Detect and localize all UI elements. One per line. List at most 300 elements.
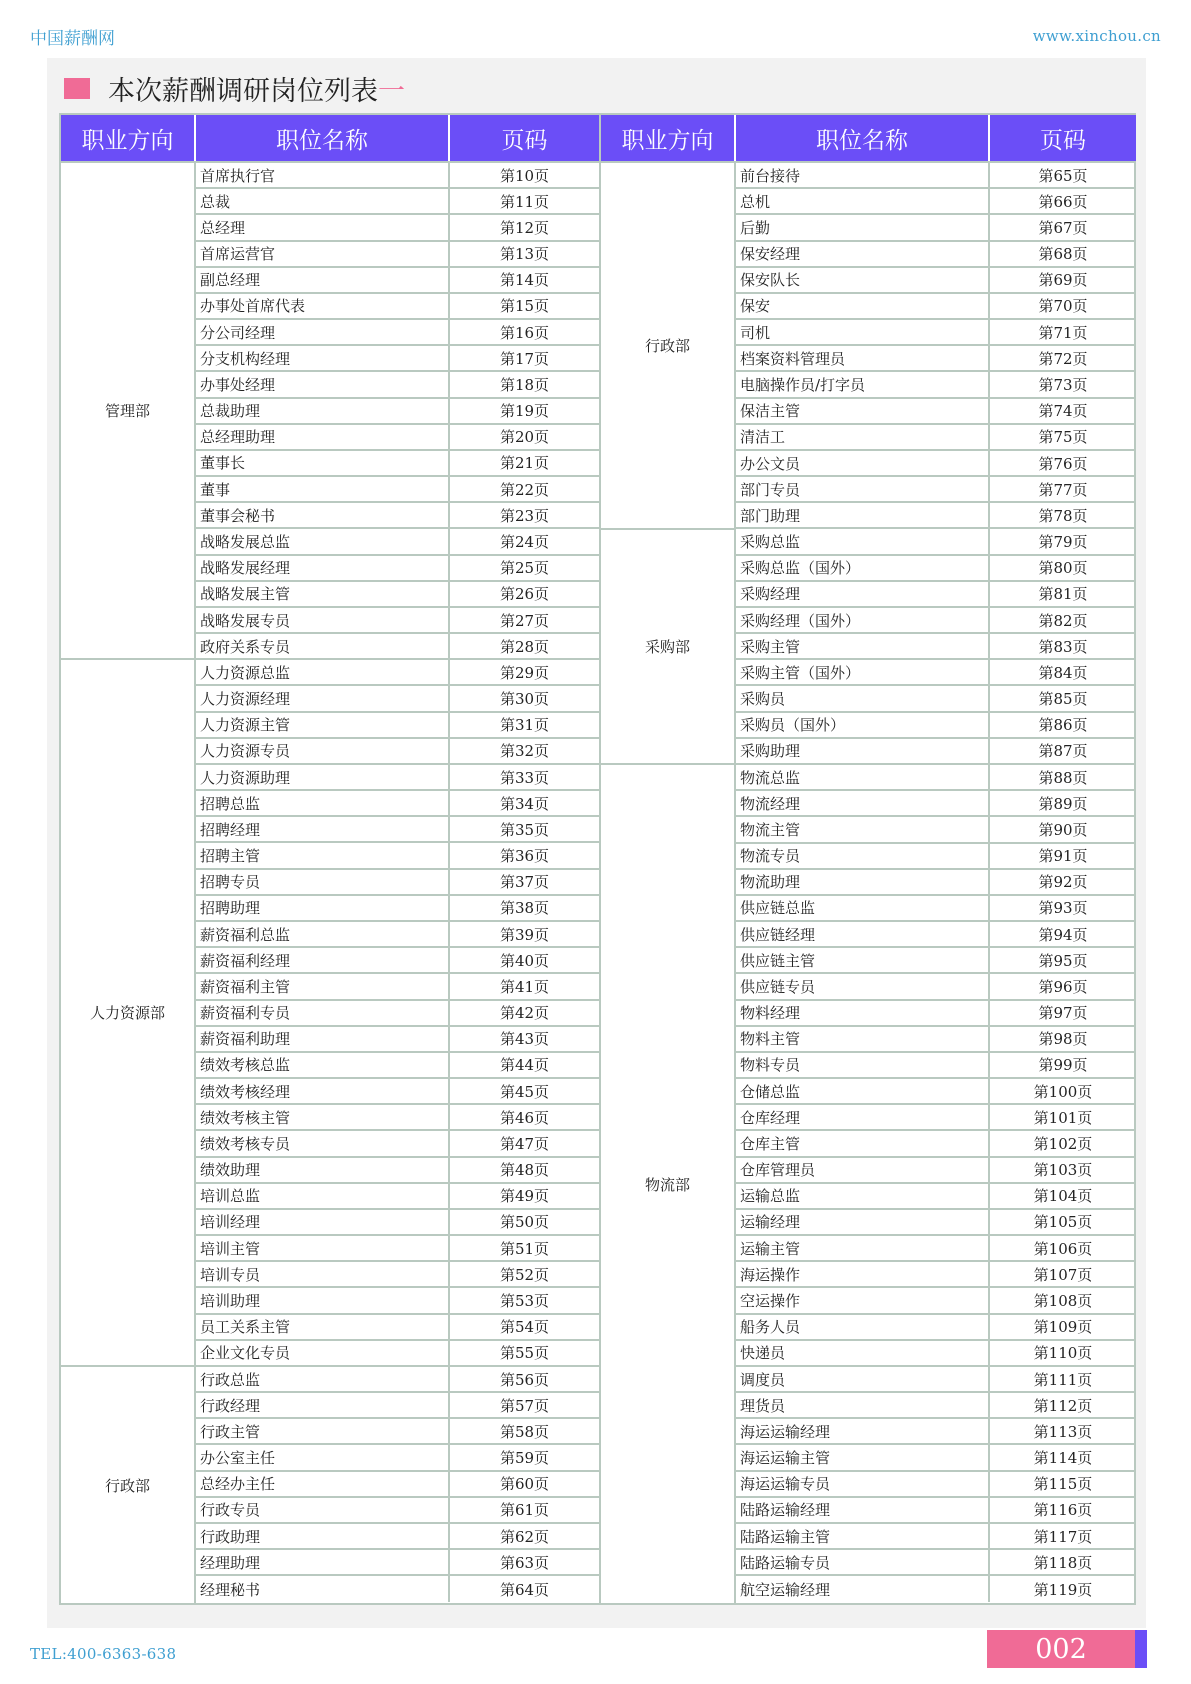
page-ref-cell[interactable]: 第86页 bbox=[1038, 716, 1088, 735]
position-name-cell: 电脑操作员/打字员 bbox=[736, 372, 990, 396]
page-ref-cell[interactable]: 第44页 bbox=[499, 1056, 550, 1075]
table-row bbox=[196, 425, 599, 451]
position-name-cell: 清洁工 bbox=[736, 425, 990, 449]
page-ref-cell[interactable]: 第29页 bbox=[499, 663, 550, 682]
position-name-cell: 办公室主任 bbox=[196, 1445, 450, 1469]
position-name-cell: 后勤 bbox=[736, 215, 990, 239]
dept-group-cell: 管理部 bbox=[61, 163, 194, 660]
position-name-cell: 仓库经理 bbox=[736, 1105, 990, 1129]
position-name-cell: 办事处首席代表 bbox=[196, 294, 450, 318]
table-row bbox=[196, 1445, 599, 1471]
table-row bbox=[196, 163, 599, 189]
position-name-cell: 航空运输经理 bbox=[736, 1576, 990, 1602]
table-right-half bbox=[599, 115, 1136, 1603]
dept-column bbox=[61, 163, 196, 1603]
table-header bbox=[601, 115, 1136, 161]
table-row bbox=[736, 268, 1136, 294]
page-ref-cell[interactable]: 第89页 bbox=[1038, 794, 1088, 813]
title-text: 本次薪酬调研岗位列表 bbox=[108, 75, 378, 107]
position-name-cell: 仓库主管 bbox=[736, 1131, 990, 1155]
page-ref-cell[interactable]: 第119页 bbox=[1033, 1580, 1093, 1599]
title-marker-icon bbox=[64, 78, 90, 99]
page-ref-cell[interactable]: 第76页 bbox=[1038, 454, 1088, 473]
position-name-cell: 办事处经理 bbox=[196, 372, 450, 396]
table-row bbox=[736, 1288, 1136, 1314]
table-row bbox=[196, 713, 599, 739]
table-row bbox=[196, 1236, 599, 1262]
table-row bbox=[736, 1184, 1136, 1210]
page-ref-cell[interactable]: 第111页 bbox=[1033, 1370, 1093, 1389]
page-ref-cell[interactable]: 第52页 bbox=[499, 1265, 550, 1284]
table-row bbox=[736, 503, 1136, 529]
page-ref-cell[interactable]: 第32页 bbox=[499, 742, 550, 761]
page-ref-cell[interactable]: 第31页 bbox=[499, 716, 550, 735]
position-name-cell: 招聘专员 bbox=[196, 870, 450, 894]
page-ref-cell[interactable]: 第66页 bbox=[1038, 192, 1088, 211]
table-row bbox=[736, 922, 1136, 948]
page-ref-cell[interactable]: 第28页 bbox=[499, 637, 550, 656]
position-name-cell: 政府关系专员 bbox=[196, 634, 450, 658]
page-ref-cell[interactable]: 第108页 bbox=[1033, 1292, 1093, 1310]
table-row bbox=[736, 215, 1136, 241]
page-ref-cell[interactable]: 第19页 bbox=[499, 402, 550, 421]
position-name-cell: 行政助理 bbox=[196, 1524, 450, 1548]
page-ref-cell[interactable]: 第81页 bbox=[1038, 585, 1088, 604]
position-name-cell: 采购员 bbox=[736, 686, 990, 710]
position-name-cell: 战略发展经理 bbox=[196, 556, 450, 580]
page-ref-cell[interactable]: 第42页 bbox=[499, 1004, 550, 1023]
table-row bbox=[736, 163, 1136, 189]
table-row bbox=[196, 268, 599, 294]
page-ref-cell[interactable]: 第68页 bbox=[1038, 245, 1088, 264]
page-ref-cell[interactable]: 第74页 bbox=[1038, 402, 1088, 421]
page-title bbox=[64, 68, 405, 108]
table-row bbox=[736, 1001, 1136, 1027]
page-ref-cell[interactable]: 第77页 bbox=[1038, 480, 1088, 499]
page-ref-cell[interactable]: 第110页 bbox=[1033, 1344, 1093, 1363]
position-name-cell: 采购经理 bbox=[736, 582, 990, 606]
page-ref-cell[interactable]: 第41页 bbox=[499, 977, 550, 996]
table-row bbox=[196, 399, 599, 425]
position-name-cell: 仓库管理员 bbox=[736, 1158, 990, 1182]
table-row bbox=[736, 608, 1136, 634]
table-row bbox=[736, 477, 1136, 503]
page-ref-cell[interactable]: 第58页 bbox=[499, 1422, 550, 1441]
position-name-cell: 首席执行官 bbox=[196, 163, 450, 187]
table-row bbox=[196, 922, 599, 948]
position-name-cell: 物流主管 bbox=[736, 817, 990, 841]
page-ref-cell[interactable]: 第92页 bbox=[1038, 873, 1088, 892]
position-name-cell: 海运运输专员 bbox=[736, 1472, 990, 1496]
table-row bbox=[196, 765, 599, 791]
position-name-cell: 经理助理 bbox=[196, 1550, 450, 1574]
page-ref-cell[interactable]: 第70页 bbox=[1038, 297, 1088, 316]
position-name-cell: 绩效考核总监 bbox=[196, 1053, 450, 1077]
page-ref-cell[interactable]: 第56页 bbox=[499, 1370, 550, 1389]
table-row bbox=[736, 320, 1136, 346]
page-ref-cell[interactable]: 第54页 bbox=[499, 1318, 550, 1337]
table-row bbox=[196, 1288, 599, 1314]
page-ref-cell[interactable]: 第91页 bbox=[1038, 847, 1088, 866]
table-row bbox=[736, 425, 1136, 451]
position-name-cell: 运输经理 bbox=[736, 1210, 990, 1234]
page-ref-cell[interactable]: 第50页 bbox=[499, 1213, 550, 1232]
page-ref-cell[interactable]: 第85页 bbox=[1038, 690, 1088, 709]
page-ref-cell[interactable]: 第30页 bbox=[499, 690, 550, 709]
position-name-cell: 总经办主任 bbox=[196, 1472, 450, 1496]
position-name-cell: 分支机构经理 bbox=[196, 346, 450, 370]
page-ref-cell[interactable]: 第49页 bbox=[499, 1187, 550, 1206]
page-ref-cell[interactable]: 第96页 bbox=[1038, 977, 1088, 996]
page-ref-cell[interactable]: 第46页 bbox=[499, 1108, 550, 1127]
page-ref-cell[interactable]: 第20页 bbox=[499, 428, 550, 447]
page-ref-cell[interactable]: 第62页 bbox=[499, 1527, 550, 1546]
page-ref-cell[interactable]: 第36页 bbox=[499, 847, 550, 866]
table-row bbox=[736, 844, 1136, 870]
position-name-cell: 招聘主管 bbox=[196, 843, 450, 867]
table-row bbox=[196, 477, 599, 503]
table-row bbox=[736, 372, 1136, 398]
page-ref-cell[interactable]: 第102页 bbox=[1033, 1134, 1093, 1153]
position-name-cell: 人力资源助理 bbox=[196, 765, 450, 789]
table-row bbox=[736, 294, 1136, 320]
table-body bbox=[601, 161, 1136, 1603]
table-row bbox=[196, 608, 599, 634]
table-row bbox=[196, 686, 599, 712]
table-row bbox=[736, 1079, 1136, 1105]
page-ref-cell[interactable]: 第23页 bbox=[499, 506, 550, 525]
table-row bbox=[736, 1210, 1136, 1236]
row-list bbox=[736, 163, 1136, 1603]
position-name-cell: 战略发展专员 bbox=[196, 608, 450, 632]
page-ref-cell[interactable]: 第99页 bbox=[1038, 1056, 1088, 1075]
position-name-cell: 招聘经理 bbox=[196, 817, 450, 841]
table-row bbox=[196, 1550, 599, 1576]
table-row bbox=[196, 1393, 599, 1419]
position-name-cell: 物料主管 bbox=[736, 1027, 990, 1051]
page-ref-cell[interactable]: 第79页 bbox=[1038, 533, 1088, 552]
page-ref-cell[interactable]: 第78页 bbox=[1038, 506, 1088, 525]
page-ref-cell[interactable]: 第43页 bbox=[499, 1030, 550, 1049]
dept-group-cell: 人力资源部 bbox=[61, 660, 194, 1367]
page-ref-cell[interactable]: 第115页 bbox=[1033, 1475, 1093, 1494]
column-header-dept: 职业方向 bbox=[61, 115, 196, 161]
table-row bbox=[196, 1053, 599, 1079]
page-ref-cell[interactable]: 第34页 bbox=[499, 794, 550, 813]
table-row bbox=[196, 817, 599, 843]
page-ref-cell[interactable]: 第88页 bbox=[1038, 768, 1088, 787]
page-ref-cell[interactable]: 第105页 bbox=[1033, 1213, 1093, 1232]
page-ref-cell[interactable]: 第63页 bbox=[499, 1553, 550, 1572]
position-name-cell: 人力资源经理 bbox=[196, 686, 450, 710]
position-name-cell: 薪资福利专员 bbox=[196, 1001, 450, 1025]
table-row bbox=[736, 1158, 1136, 1184]
table-row bbox=[736, 1419, 1136, 1445]
page-ref-cell[interactable]: 第57页 bbox=[499, 1396, 550, 1415]
page-ref-cell[interactable]: 第75页 bbox=[1038, 428, 1088, 447]
table-row bbox=[736, 1262, 1136, 1288]
position-name-cell: 人力资源专员 bbox=[196, 739, 450, 763]
table-row bbox=[196, 529, 599, 555]
table-row bbox=[196, 1079, 599, 1105]
page-ref-cell[interactable]: 第101页 bbox=[1033, 1108, 1093, 1127]
table-row bbox=[196, 660, 599, 686]
dept-group-cell: 行政部 bbox=[104, 1476, 150, 1495]
position-name-cell: 海运运输主管 bbox=[736, 1445, 990, 1469]
page-ref-cell[interactable]: 第112页 bbox=[1033, 1396, 1093, 1415]
position-name-cell: 招聘助理 bbox=[196, 896, 450, 920]
position-name-cell: 部门专员 bbox=[736, 477, 990, 501]
table-row bbox=[736, 189, 1136, 215]
page-ref-cell[interactable]: 第10页 bbox=[499, 166, 550, 185]
table-row bbox=[736, 1367, 1136, 1393]
table-header bbox=[61, 115, 599, 161]
page-ref-cell[interactable]: 第15页 bbox=[499, 297, 550, 316]
table-row bbox=[196, 1001, 599, 1027]
page-ref-cell[interactable]: 第27页 bbox=[499, 611, 550, 630]
page-ref-cell[interactable]: 第35页 bbox=[499, 820, 550, 839]
position-name-cell: 供应链总监 bbox=[736, 896, 990, 920]
footer-tel: TEL:400-6363-638 bbox=[30, 1645, 177, 1663]
position-name-cell: 采购助理 bbox=[736, 739, 990, 763]
position-name-cell: 物流经理 bbox=[736, 791, 990, 815]
table-row bbox=[736, 346, 1136, 372]
position-name-cell: 董事长 bbox=[196, 451, 450, 475]
table-row bbox=[736, 1105, 1136, 1131]
page-ref-cell[interactable]: 第67页 bbox=[1038, 218, 1088, 237]
table-row bbox=[196, 1576, 599, 1602]
page-ref-cell[interactable]: 第118页 bbox=[1033, 1553, 1093, 1572]
column-header-name: 职位名称 bbox=[196, 115, 450, 161]
position-name-cell: 陆路运输主管 bbox=[736, 1524, 990, 1548]
table-row bbox=[736, 791, 1136, 817]
page-ref-cell[interactable]: 第72页 bbox=[1038, 349, 1088, 368]
table-row bbox=[736, 1524, 1136, 1550]
position-name-cell: 陆路运输经理 bbox=[736, 1498, 990, 1522]
column-header-page: 页码 bbox=[1040, 127, 1086, 154]
page-ref-cell[interactable]: 第11页 bbox=[499, 192, 550, 211]
page-ref-cell[interactable]: 第100页 bbox=[1033, 1082, 1093, 1101]
page-ref-cell[interactable]: 第87页 bbox=[1038, 742, 1088, 761]
position-name-cell: 海运运输经理 bbox=[736, 1419, 990, 1443]
page-ref-cell[interactable]: 第25页 bbox=[499, 559, 550, 578]
position-name-cell: 总经理 bbox=[196, 215, 450, 239]
table-row bbox=[196, 1262, 599, 1288]
table-row bbox=[736, 1053, 1136, 1079]
position-name-cell: 物料经理 bbox=[736, 1001, 990, 1025]
page-ref-cell[interactable]: 第37页 bbox=[499, 873, 550, 892]
table-row bbox=[196, 843, 599, 869]
position-name-cell: 运输主管 bbox=[736, 1236, 990, 1260]
page-ref-cell[interactable]: 第24页 bbox=[499, 533, 550, 551]
site-name[interactable]: 中国薪酬网 bbox=[30, 29, 115, 49]
page-ref-cell[interactable]: 第13页 bbox=[499, 245, 550, 264]
table-row bbox=[196, 503, 599, 529]
page-ref-cell[interactable]: 第55页 bbox=[499, 1344, 550, 1363]
page-ref-cell[interactable]: 第116页 bbox=[1033, 1501, 1093, 1520]
table-row bbox=[196, 1524, 599, 1550]
page-ref-cell[interactable]: 第84页 bbox=[1038, 663, 1088, 682]
page-ref-cell[interactable]: 第38页 bbox=[499, 899, 550, 918]
page-ref-cell[interactable]: 第113页 bbox=[1033, 1422, 1093, 1441]
page-ref-cell[interactable]: 第104页 bbox=[1033, 1187, 1093, 1206]
dept-column bbox=[601, 163, 736, 1603]
table-row bbox=[736, 1027, 1136, 1053]
table-row bbox=[736, 1341, 1136, 1367]
page-ref-cell[interactable]: 第95页 bbox=[1038, 951, 1088, 970]
position-name-cell: 董事会秘书 bbox=[196, 503, 450, 527]
table-row bbox=[196, 1027, 599, 1053]
dept-group-cell: 行政部 bbox=[601, 163, 734, 530]
table-row bbox=[196, 1184, 599, 1210]
position-name-cell: 海运操作 bbox=[736, 1262, 990, 1286]
page-ref-cell[interactable]: 第114页 bbox=[1033, 1449, 1093, 1468]
position-name-cell: 绩效助理 bbox=[196, 1158, 450, 1182]
position-name-cell: 总裁 bbox=[196, 189, 450, 213]
page-ref-cell[interactable]: 第109页 bbox=[1033, 1318, 1093, 1337]
table-row bbox=[736, 739, 1136, 765]
position-name-cell: 前台接待 bbox=[736, 163, 990, 187]
position-name-cell: 总经理助理 bbox=[196, 425, 450, 449]
page-ref-cell[interactable]: 第14页 bbox=[499, 271, 550, 290]
table-row bbox=[736, 242, 1136, 268]
position-name-cell: 薪资福利主管 bbox=[196, 974, 450, 998]
table-row bbox=[196, 896, 599, 922]
table-row bbox=[736, 713, 1136, 739]
position-name-cell: 供应链主管 bbox=[736, 948, 990, 972]
position-name-cell: 战略发展主管 bbox=[196, 582, 450, 606]
position-name-cell: 物流专员 bbox=[736, 844, 990, 868]
table-row bbox=[196, 242, 599, 268]
position-name-cell: 采购员（国外） bbox=[736, 713, 990, 737]
position-name-cell: 薪资福利助理 bbox=[196, 1027, 450, 1051]
position-name-cell: 培训主管 bbox=[196, 1236, 450, 1260]
table-row bbox=[196, 739, 599, 765]
page-ref-cell[interactable]: 第107页 bbox=[1033, 1265, 1093, 1284]
page-ref-cell[interactable]: 第73页 bbox=[1038, 375, 1088, 394]
page-ref-cell[interactable]: 第83页 bbox=[1038, 637, 1088, 656]
title-suffix: 一 bbox=[378, 75, 405, 107]
position-name-cell: 培训总监 bbox=[196, 1184, 450, 1208]
page-ref-cell[interactable]: 第45页 bbox=[499, 1082, 550, 1101]
table-row bbox=[736, 974, 1136, 1000]
position-name-cell: 采购总监 bbox=[736, 529, 990, 553]
position-name-cell: 总裁助理 bbox=[196, 399, 450, 423]
table-row bbox=[196, 1472, 599, 1498]
table-row bbox=[736, 399, 1136, 425]
position-name-cell: 保安队长 bbox=[736, 268, 990, 292]
position-name-cell: 行政专员 bbox=[196, 1498, 450, 1522]
page-ref-cell[interactable]: 第106页 bbox=[1033, 1239, 1093, 1258]
page-ref-cell[interactable]: 第71页 bbox=[1038, 323, 1088, 342]
page-ref-cell[interactable]: 第80页 bbox=[1038, 559, 1088, 578]
page-ref-cell[interactable]: 第51页 bbox=[499, 1239, 550, 1258]
position-name-cell: 副总经理 bbox=[196, 268, 450, 292]
column-header-page: 页码 bbox=[501, 127, 548, 154]
page-ref-cell[interactable]: 第53页 bbox=[499, 1291, 550, 1310]
position-name-cell: 绩效考核主管 bbox=[196, 1105, 450, 1129]
table-row bbox=[196, 1367, 599, 1393]
page-ref-cell[interactable]: 第26页 bbox=[499, 585, 550, 604]
row-list bbox=[196, 163, 599, 1603]
table-row bbox=[196, 1498, 599, 1524]
position-name-cell: 陆路运输专员 bbox=[736, 1550, 990, 1574]
page-ref-cell[interactable]: 第82页 bbox=[1038, 611, 1088, 630]
table-row bbox=[196, 1341, 599, 1367]
page-ref-cell[interactable]: 第21页 bbox=[499, 454, 550, 473]
table-left-half bbox=[61, 115, 599, 1603]
position-name-cell: 司机 bbox=[736, 320, 990, 344]
position-name-cell: 供应链经理 bbox=[736, 922, 990, 946]
table-row bbox=[736, 1393, 1136, 1419]
table-row bbox=[196, 556, 599, 582]
position-name-cell: 分公司经理 bbox=[196, 320, 450, 344]
table-row bbox=[196, 1158, 599, 1184]
table-row bbox=[196, 215, 599, 241]
position-name-cell: 绩效考核经理 bbox=[196, 1079, 450, 1103]
page-ref-cell[interactable]: 第16页 bbox=[499, 323, 550, 342]
page-ref-cell[interactable]: 第65页 bbox=[1038, 166, 1088, 185]
page-ref-cell[interactable]: 第90页 bbox=[1038, 820, 1088, 839]
table-row bbox=[736, 1445, 1136, 1471]
position-name-cell: 采购总监（国外） bbox=[736, 556, 990, 580]
column-header-dept: 职业方向 bbox=[601, 115, 736, 161]
page-ref-cell[interactable]: 第33页 bbox=[499, 768, 550, 787]
position-name-cell: 物流助理 bbox=[736, 870, 990, 894]
page-ref-cell[interactable]: 第59页 bbox=[499, 1449, 550, 1468]
table-row bbox=[196, 791, 599, 817]
page-ref-cell[interactable]: 第48页 bbox=[499, 1161, 550, 1180]
page-ref-cell[interactable]: 第47页 bbox=[499, 1134, 550, 1153]
page-ref-cell[interactable]: 第17页 bbox=[499, 349, 550, 368]
table-row bbox=[196, 189, 599, 215]
position-name-cell: 行政主管 bbox=[196, 1419, 450, 1443]
position-name-cell: 空运操作 bbox=[736, 1288, 990, 1312]
page-ref-cell[interactable]: 第22页 bbox=[499, 480, 550, 499]
position-name-cell: 经理秘书 bbox=[196, 1576, 450, 1602]
page-ref-cell[interactable]: 第69页 bbox=[1038, 271, 1088, 290]
position-name-cell: 部门助理 bbox=[736, 503, 990, 527]
page-ref-cell[interactable]: 第117页 bbox=[1033, 1527, 1093, 1546]
site-url[interactable]: www.xinchou.cn bbox=[1032, 27, 1161, 45]
position-name-cell: 总机 bbox=[736, 189, 990, 213]
table-row bbox=[736, 1315, 1136, 1341]
page-ref-cell[interactable]: 第97页 bbox=[1038, 1004, 1088, 1023]
page-ref-cell[interactable]: 第93页 bbox=[1038, 899, 1088, 918]
position-name-cell: 仓储总监 bbox=[736, 1079, 990, 1103]
table-row bbox=[196, 451, 599, 477]
position-name-cell: 薪资福利总监 bbox=[196, 922, 450, 946]
table-row bbox=[736, 1472, 1136, 1498]
page-ref-cell[interactable]: 第94页 bbox=[1038, 925, 1088, 944]
page-ref-cell[interactable]: 第12页 bbox=[499, 218, 550, 237]
table-row bbox=[736, 686, 1136, 712]
page-ref-cell[interactable]: 第98页 bbox=[1038, 1030, 1088, 1049]
page-ref-cell[interactable]: 第61页 bbox=[499, 1501, 550, 1520]
position-name-cell: 物料专员 bbox=[736, 1053, 990, 1077]
page-ref-cell[interactable]: 第103页 bbox=[1033, 1161, 1093, 1180]
page-ref-cell[interactable]: 第60页 bbox=[499, 1475, 550, 1494]
page-ref-cell[interactable]: 第39页 bbox=[499, 925, 550, 944]
page-ref-cell[interactable]: 第40页 bbox=[499, 951, 550, 970]
table-row bbox=[736, 1550, 1136, 1576]
table-row bbox=[196, 974, 599, 1000]
table-row bbox=[196, 294, 599, 320]
page-ref-cell[interactable]: 第64页 bbox=[499, 1580, 550, 1599]
table-row bbox=[196, 870, 599, 896]
page-ref-cell[interactable]: 第18页 bbox=[499, 375, 550, 394]
table-row bbox=[196, 948, 599, 974]
